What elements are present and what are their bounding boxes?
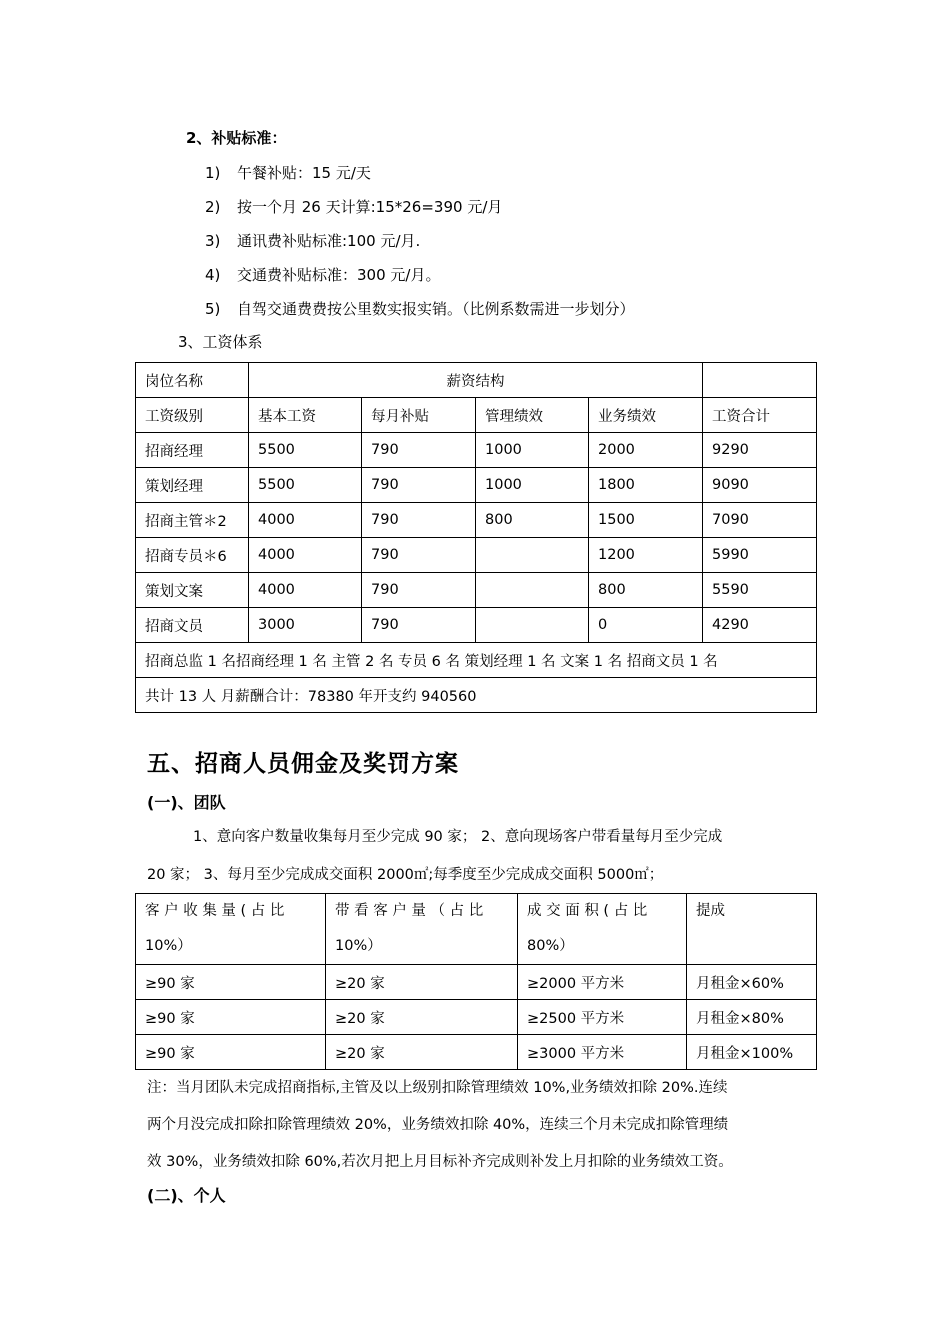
note-line: 效 30%，业务绩效扣除 60%,若次月把上月目标补齐完成则补发上月扣除的业务绩效工资。 [147, 1154, 733, 1170]
list-text: 按一个月 26 天计算:15*26=390 元/月 [237, 198, 503, 216]
column-header: 业务绩效 [589, 398, 703, 433]
header-line: 10%） [335, 938, 382, 954]
table-cell: 2000 [589, 433, 703, 468]
table-cell: 800 [476, 503, 589, 538]
table-row [136, 894, 817, 965]
table-cell: 4000 [249, 573, 362, 608]
table-cell: 1800 [589, 468, 703, 503]
list-text: 自驾交通费费按公里数实报实销。（比例系数需进一步划分） [237, 300, 635, 318]
table-cell: 5990 [703, 538, 817, 573]
column-header [687, 894, 817, 965]
list-number: 2) [205, 198, 221, 216]
salary-table [135, 362, 817, 713]
list-item [205, 196, 502, 217]
team-heading: (一)、团队 [147, 793, 226, 812]
position-cell: 招商经理 [136, 433, 249, 468]
column-header: 工资合计 [703, 398, 817, 433]
list-item [205, 264, 440, 285]
group-header: 薪资结构 [249, 363, 703, 398]
list-number: 3) [205, 232, 221, 250]
table-cell: 3000 [249, 608, 362, 643]
column-header: 每月补贴 [362, 398, 476, 433]
personal-heading: (二)、个人 [147, 1186, 226, 1205]
table-cell [476, 608, 589, 643]
table-cell: 1200 [589, 538, 703, 573]
table-cell [476, 538, 589, 573]
list-text: 通讯费补贴标准:100 元/月. [237, 232, 421, 250]
position-cell: 招商专员＊6 [136, 538, 249, 573]
table-cell: 1000 [476, 468, 589, 503]
table-cell: 9290 [703, 433, 817, 468]
position-cell: 招商文员 [136, 608, 249, 643]
table-cell: 790 [362, 468, 476, 503]
table-cell: 1000 [476, 433, 589, 468]
table-cell: ≥20 家 [326, 1000, 518, 1035]
note-line: 两个月没完成扣除扣除管理绩效 20%，业务绩效扣除 40%，连续三个月未完成扣除管理绩 [147, 1117, 729, 1133]
position-cell: 招商主管＊2 [136, 503, 249, 538]
section-title: 五、招商人员佣金及奖罚方案 [147, 751, 459, 777]
table-cell: 9090 [703, 468, 817, 503]
table-row [136, 678, 817, 713]
table-row [136, 433, 817, 468]
header-line: 10%） [145, 938, 192, 954]
header-line: 客 户 收 集 量 ( 占 比 [145, 903, 285, 919]
corner-header-top: 岗位名称 [136, 363, 249, 398]
table-cell: 5500 [249, 433, 362, 468]
header-line: 成 交 面 积 ( 占 比 [527, 903, 648, 919]
total-note: 共计 13 人 月薪酬合计：78380 年开支约 940560 [136, 678, 817, 713]
table-cell: 790 [362, 608, 476, 643]
table-cell: 月租金×80% [687, 1000, 817, 1035]
staff-note: 招商总监 1 名招商经理 1 名 主管 2 名 专员 6 名 策划经理 1 名 文案 1 名 招商文员 1 名 [136, 643, 817, 678]
table-row [136, 538, 817, 573]
table-cell: 4000 [249, 503, 362, 538]
table-cell: ≥90 家 [136, 965, 326, 1000]
table-row [136, 363, 817, 398]
table-row [136, 1035, 817, 1070]
corner-header-bottom: 工资级别 [136, 398, 249, 433]
table-cell: 4290 [703, 608, 817, 643]
table-row [136, 1000, 817, 1035]
list-text: 午餐补贴：15 元/天 [237, 164, 371, 182]
column-header [326, 894, 518, 965]
table-cell: 790 [362, 433, 476, 468]
table-cell: 月租金×60% [687, 965, 817, 1000]
table-cell: ≥3000 平方米 [518, 1035, 687, 1070]
column-header [136, 894, 326, 965]
table-cell: 5590 [703, 573, 817, 608]
empty-cell [703, 363, 817, 398]
table-cell: 800 [589, 573, 703, 608]
table-cell [476, 573, 589, 608]
position-cell: 策划文案 [136, 573, 249, 608]
table-cell: ≥20 家 [326, 965, 518, 1000]
column-header: 管理绩效 [476, 398, 589, 433]
column-header [518, 894, 687, 965]
table-row [136, 573, 817, 608]
list-item [205, 230, 420, 251]
column-header: 基本工资 [249, 398, 362, 433]
table-row [136, 608, 817, 643]
table-row [136, 965, 817, 1000]
table-cell: ≥2000 平方米 [518, 965, 687, 1000]
position-cell: 策划经理 [136, 468, 249, 503]
header-line: 80%） [527, 938, 574, 954]
list-item [205, 162, 371, 183]
subsidy-heading: 2、补贴标准： [186, 129, 287, 147]
table-cell: 790 [362, 573, 476, 608]
list-number: 1) [205, 164, 221, 182]
table-cell: 4000 [249, 538, 362, 573]
table-cell: 月租金×100% [687, 1035, 817, 1070]
list-item [205, 298, 635, 319]
table-cell: ≥20 家 [326, 1035, 518, 1070]
header-line: 带 看 客 户 量 （ 占 比 [335, 903, 484, 919]
salary-section-title: 3、工资体系 [178, 333, 263, 351]
table-row [136, 398, 817, 433]
note-line: 注：当月团队未完成招商指标,主管及以上级别扣除管理绩效 10%,业务绩效扣除 20%.连续 [147, 1080, 728, 1096]
table-cell: ≥90 家 [136, 1000, 326, 1035]
table-cell: 1500 [589, 503, 703, 538]
list-text: 交通费补贴标准：300 元/月。 [237, 266, 441, 284]
header-line: 提成 [696, 903, 725, 919]
team-line-2: 20 家； 3、每月至少完成成交面积 2000㎡;每季度至少完成成交面积 5000㎡； [147, 867, 664, 883]
team-line-1: 1、意向客户数量收集每月至少完成 90 家； 2、意向现场客户带看量每月至少完成 [193, 829, 723, 845]
table-row [136, 643, 817, 678]
table-cell: 7090 [703, 503, 817, 538]
table-row [136, 468, 817, 503]
table-cell: ≥90 家 [136, 1035, 326, 1070]
table-cell: 790 [362, 538, 476, 573]
table-row [136, 503, 817, 538]
table-cell: 790 [362, 503, 476, 538]
list-number: 5) [205, 300, 221, 318]
list-number: 4) [205, 266, 221, 284]
table-cell: 0 [589, 608, 703, 643]
commission-table [135, 893, 817, 1070]
table-cell: ≥2500 平方米 [518, 1000, 687, 1035]
table-cell: 5500 [249, 468, 362, 503]
